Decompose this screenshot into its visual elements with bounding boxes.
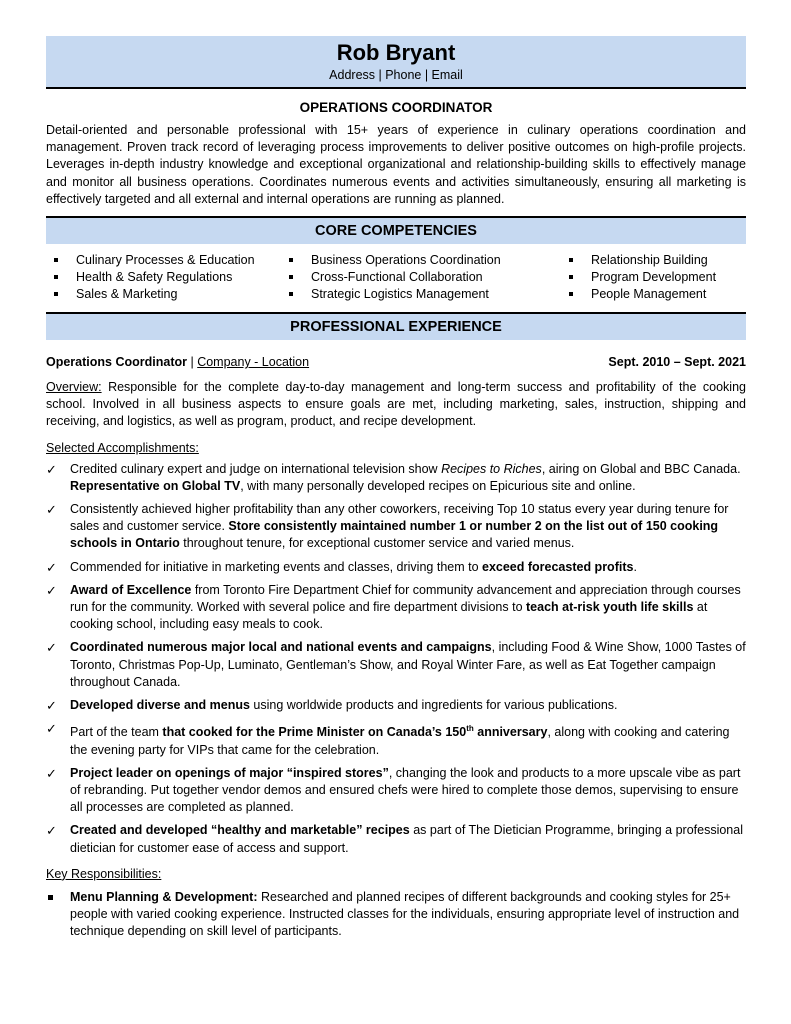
resume-page <box>46 36 746 940</box>
competency-item: Cross-Functional Collaboration <box>281 269 561 286</box>
overview-paragraph <box>46 379 746 431</box>
accomplishment-item: ✓ Part of the team that cooked for the Prime Minister on Canada’s 150th anniversary, along with cooking and catering the evening party for VIPs that came for the celebration. <box>46 721 730 757</box>
check-icon: ✓ <box>46 698 57 714</box>
job-separator: | <box>190 355 194 370</box>
accomplishment-item: ✓ Project leader on openings of major “inspired stores”, changing the look and products to a more upscale vibe as part of rebranding. Put together vendor demos and ensured chefs were hired to complete those demos, supervising to ensure all processes are completed as planned. <box>46 765 741 815</box>
check-icon: ✓ <box>46 640 57 656</box>
accomplishment-item: ✓ Credited culinary expert and judge on international television show Recipes to Riches, airing on Global and BBC Canada. Representative on Global TV, with many personally developed recipes on Epicurious site and online. <box>46 461 741 493</box>
job-title-line <box>46 354 309 371</box>
accomplishments-list <box>46 461 746 857</box>
competency-item: Health & Safety Regulations <box>46 269 281 286</box>
accomplishments-heading: Selected Accomplishments: <box>46 440 199 455</box>
competencies-column-3 <box>561 252 746 304</box>
experience-heading: PROFESSIONAL EXPERIENCE <box>46 312 746 340</box>
accomplishment-item: ✓ Commended for initiative in marketing events and classes, driving them to exceed forecasted profits. <box>46 559 637 575</box>
competency-item: Relationship Building <box>561 252 746 269</box>
accomplishment-item: ✓ Coordinated numerous major local and national events and campaigns, including Food & Wine Show, 1000 Tastes of Toronto, Christmas Pop-Up, Luminato, Gentleman’s Show, and Royal Winter Fare, as well as Eat Together campaign throughout Canada. <box>46 640 746 689</box>
check-icon: ✓ <box>46 559 57 575</box>
summary-paragraph: Detail-oriented and personable professional with 15+ years of experience in culinary operations coordination and management. Proven track record of leveraging process improvements to deliver positive outcomes on high-profile projects. Leverages in-depth industry knowledge and exceptional organizational and relationship-building skills to effectively manage and monitor all business operations. Coordinates numerous events and activities simultaneously, ensuring all marketing is effectively targeted and all external and internal operations are running as planned. <box>46 123 746 206</box>
check-icon: ✓ <box>46 721 57 737</box>
contact-info: Address | Phone | Email <box>329 68 463 82</box>
check-icon: ✓ <box>46 765 57 781</box>
responsibilities-list <box>46 889 746 941</box>
competency-item: Business Operations Coordination <box>281 252 561 269</box>
competencies-grid <box>46 252 746 304</box>
responsibility-item: Menu Planning & Development: Researched and planned recipes of different backgrounds and cooking styles for 25+ people with varied cooking experience. Instructed classes for the individuals, ensuring appropriate level of instruction and technique depending on skill level of participants. <box>46 889 746 941</box>
check-icon: ✓ <box>46 582 57 598</box>
competencies-heading: CORE COMPETENCIES <box>46 216 746 244</box>
competency-item: People Management <box>561 286 746 303</box>
competencies-column-2 <box>281 252 561 304</box>
check-icon: ✓ <box>46 461 57 477</box>
company-location: Company - Location <box>197 355 310 370</box>
square-bullet-icon <box>48 895 53 900</box>
responsibilities-heading: Key Responsibilities: <box>46 866 162 881</box>
competency-item: Strategic Logistics Management <box>281 286 561 303</box>
overview-label: Overview: <box>46 380 102 395</box>
accomplishment-item: ✓ Award of Excellence from Toronto Fire Department Chief for community advancement and appreciation through courses run for the community. Worked with several police and fire department divisions to teach at-risk youth life skills at cooking school, including easy meals to cook. <box>46 582 741 632</box>
accomplishment-item: ✓ Consistently achieved higher profitability than any other coworkers, receiving Top 10 status every year during tenure for sales and customer service. Store consistently maintained number 1 or number 2 on the list out of 150 cooking schools in Ontario throughout tenure, for exceptional customer service and varied menus. <box>46 502 729 551</box>
check-icon: ✓ <box>46 823 57 839</box>
competencies-column-1 <box>46 252 281 304</box>
job-title: Operations Coordinator <box>46 355 187 370</box>
accomplishment-item: ✓ Developed diverse and menus using worldwide products and ingredients for various publications. <box>46 698 618 714</box>
job-header <box>46 354 746 371</box>
competency-item: Culinary Processes & Education <box>46 252 281 269</box>
competency-item: Program Development <box>561 269 746 286</box>
check-icon: ✓ <box>46 502 57 518</box>
objective-title: OPERATIONS COORDINATOR <box>299 100 493 115</box>
overview-text: Responsible for the complete day-to-day management and long-term success and profitability of the cooking school. Involved in all business aspects to ensure goals are met, including marketing, sales, instruction, shipping and receiving, and logistics, as well as program, product, and recipe development. <box>46 380 746 429</box>
header-band <box>46 36 746 89</box>
accomplishment-item: ✓ Created and developed “healthy and marketable” recipes as part of The Dietician Programme, bringing a professional dietician for customer ease of access and support. <box>46 823 743 855</box>
candidate-name: Rob Bryant <box>336 40 456 65</box>
competency-item: Sales & Marketing <box>46 286 281 303</box>
job-dates: Sept. 2010 – Sept. 2021 <box>608 355 746 370</box>
